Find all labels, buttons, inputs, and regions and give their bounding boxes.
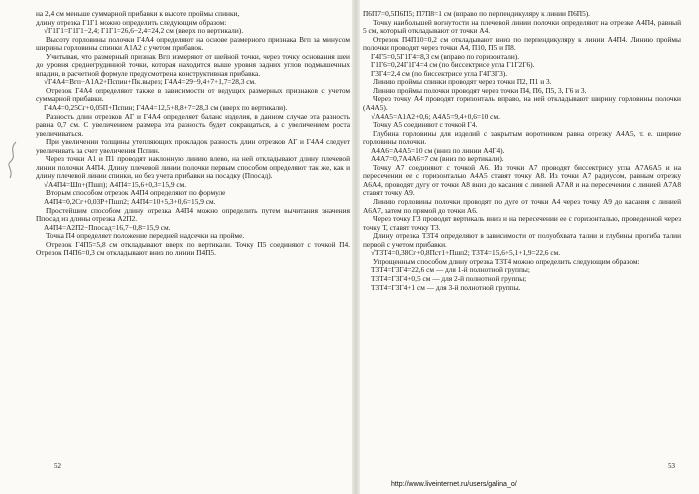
left-paragraph: Учитывая, что размерный признак Вгп измеряют от шейной точки, через точку основания шеи до уровня среднегрудинной точки, которая находится выше уровня задних углов подмышечных впадин, в расчетной формуле предусмотрена конструктивная прибавка. bbox=[36, 51, 350, 78]
right-paragraph: √Т3Т4=0,38Сг+0,8Пст1+Пшп2; Т3Т4=15,6+5,1+1,9=22,6 см. bbox=[371, 248, 561, 258]
right-paragraph: Т3Т4=Г3Г4+1 см — для 3-й полнотной группы. bbox=[371, 282, 521, 292]
right-paragraph: Точку А7 соединяют с точкой А6. Из точки А7 проводят биссектрису угла А7А6А5 и на пересечении ее с горизонталью А4А5 ставят точку А8. Из точки А7 радиусом, равным отрезку А6А4, проводят дугу от точки А8 вниз до касания с линией А7А8 и на пересечении с линией А7А8 ставят точку А9. bbox=[363, 162, 681, 198]
left-page bbox=[36, 10, 350, 480]
page-number-left: 52 bbox=[54, 462, 61, 470]
right-paragraph: Г4Г5=0,5Г1Г4=8,3 см (вправо по горизонтали). bbox=[371, 51, 520, 61]
right-paragraph: Линию горловины полочки проводят по дуге от точки А4 через точку А9 до касания с линией А6А7, затем по прямой до точки А6. bbox=[363, 197, 681, 215]
left-paragraph: Простейшим способом длину отрезка А4П4 можно определить путем вычитания значения Ппосад из длины отрезка А2П2. bbox=[36, 205, 350, 224]
left-paragraph: √Г4А4=Вгп−А1А2+Пспин+Пк.вырез; Г4А4=29−9,4+7+1,7=28,3 см. bbox=[44, 77, 256, 87]
right-paragraph: Через точку А4 проводят горизонталь вправо, на ней откладывают ширину горловины полочки (А4А5). bbox=[363, 94, 681, 113]
book-gutter bbox=[352, 0, 360, 494]
right-paragraph: Линию проймы спинки проводят через точки П2, П1 и 3. bbox=[373, 77, 552, 87]
left-paragraph: Отрезок Г4П5=5,8 см откладывают вверх по вертикали. Точку П5 соединяют с точкой П4. Отрезок П4П6=0,3 см откладывают вниз по линии П4П5. bbox=[36, 239, 350, 258]
right-page bbox=[363, 10, 681, 480]
left-paragraph: длину отрезка Г1Г1 можно определить следующим образом: bbox=[36, 17, 227, 27]
right-paragraph: Точку А5 соединяют с точкой Г4. bbox=[373, 120, 478, 130]
right-paragraph: Глубина горловины для изделий с закрытым воротником равна отрезку А4А5, т. е. ширине горловины полочки. bbox=[363, 128, 681, 147]
right-paragraph: Г3Г4=2,4 см (по биссектрисе угла Г4Г3Г3). bbox=[371, 68, 508, 78]
left-paragraph: Вторым способом отрезок А4П4 определяют по формуле bbox=[46, 188, 226, 198]
right-paragraph: Упрощенным способом длину отрезка Т3Т4 можно определить следующим образом: bbox=[373, 256, 640, 266]
right-paragraph: Т3Т4=Г3Г4=22,6 см — для 1-й полнотной группы; bbox=[371, 265, 530, 275]
left-paragraph: При увеличении толщины утепляющих прокладок разность длин отрезков АГ и Г4А4 следует увеличивать за счет увеличения Пспин. bbox=[36, 137, 350, 155]
right-paragraph: Линию проймы полочки проводят через точки П4, П6, П5, 3, Г6 и 3. bbox=[373, 85, 587, 95]
left-paragraph: Точка П4 определяет положение передней надсечки на пройме. bbox=[46, 231, 245, 241]
left-paragraph: Г4А4=0,25Сг+0,05П+Пспин; Г4А4=12,5+8,8+7=28,3 см (вверх по вертикали). bbox=[44, 103, 288, 113]
source-url[interactable]: http://www.liveinternet.ru/users/galina_o/ bbox=[391, 481, 517, 488]
right-paragraph: Отрезок П4П10=0,2 см откладывают вниз по перпендикуляру к линии А4П4. Линию проймы полочки проводят через точки А4, П10, П5 и П8. bbox=[363, 34, 681, 53]
right-paragraph: Точку наибольшей вогнутости на плечевой линии полочки определяют на отрезке А4П4, равный 5 см, который откладывают от точки А4. bbox=[363, 17, 681, 36]
right-paragraph: Г1Г6=0,24Г1Г4=4 см (по биссектрисе угла Г1Г2Г6). bbox=[371, 60, 535, 70]
left-paragraph: Через точки А1 и П1 проводят наклонную линию влево, на ней откладывают длину плечевой линии полочки А4П4. Длину плечевой линии полочки первым способом определяют так же, как и длину плечевой линии спинки, но без учета прибавки на посадку (Ппосад). bbox=[36, 154, 350, 181]
right-paragraph: √А4А5=А1А2+0,6; А4А5=9,4+0,6=10 см. bbox=[371, 111, 500, 121]
left-paragraph: на 2,4 см меньше суммарной прибавки к высоте проймы спинки, bbox=[36, 10, 240, 18]
right-paragraph: Длину отрезка Т3Т4 определяют в зависимости от полуобхвата талии и глубины прогиба талии первой с учетом прибавки. bbox=[363, 231, 681, 249]
right-paragraph: П6П7=0,5П6П5; П7П8=1 см (вправо по перпендикуляру к линии П6П5). bbox=[363, 10, 591, 18]
right-paragraph: А4А6=А4А5=10 см (вниз по линии А4Г4). bbox=[371, 145, 505, 155]
margin-scribble bbox=[4, 140, 24, 182]
right-paragraph: Через точку Г3 проводят вертикаль вниз и на пересечении ее с горизонталью, проведенной через точку Т, ставят точку Т3. bbox=[363, 214, 681, 232]
left-paragraph: Разность длин отрезков АГ и Г4А4 определяет баланс изделия, в данном случае эта разность равна 0,7 см. С увеличением размера эта разность будет сокращаться, а с увеличением роста увеличиваться. bbox=[36, 111, 350, 138]
left-paragraph: √А4П4=Шп+(Пшп); А4П4=15,6+0,3=15,9 см. bbox=[44, 179, 187, 189]
left-paragraph: А4П4=0,2Сг+0,03Р+Пшп2; А4П4=10+5,3+0,6=15,9 см. bbox=[44, 197, 216, 207]
right-paragraph: Т3Т4=Г3Г4+0,5 см — для 2-й полнотной группы; bbox=[371, 273, 527, 283]
page-number-right: 53 bbox=[668, 462, 675, 470]
left-paragraph: А4П4=А2П2−Ппосад=16,7−0,8=15,9 см. bbox=[44, 222, 171, 232]
right-paragraph: А4А7=0,7А4А6=7 см (вниз по вертикали). bbox=[371, 154, 504, 164]
left-paragraph: Отрезок Г4А4 определяют также в зависимости от ведущих размерных признаков с учетом суммарной прибавки. bbox=[36, 85, 350, 104]
left-paragraph: Высоту горловины полочки Г4А4 определяют на основе размерного признака Вгп за минусом ширины горловины спинки А1А2 с учетом прибавок. bbox=[36, 34, 350, 53]
left-paragraph: √Г1Г1=Г1Г1−2,4; Г1Г1=26,6−2,4=24,2 см (вверх по вертикали). bbox=[44, 26, 244, 36]
